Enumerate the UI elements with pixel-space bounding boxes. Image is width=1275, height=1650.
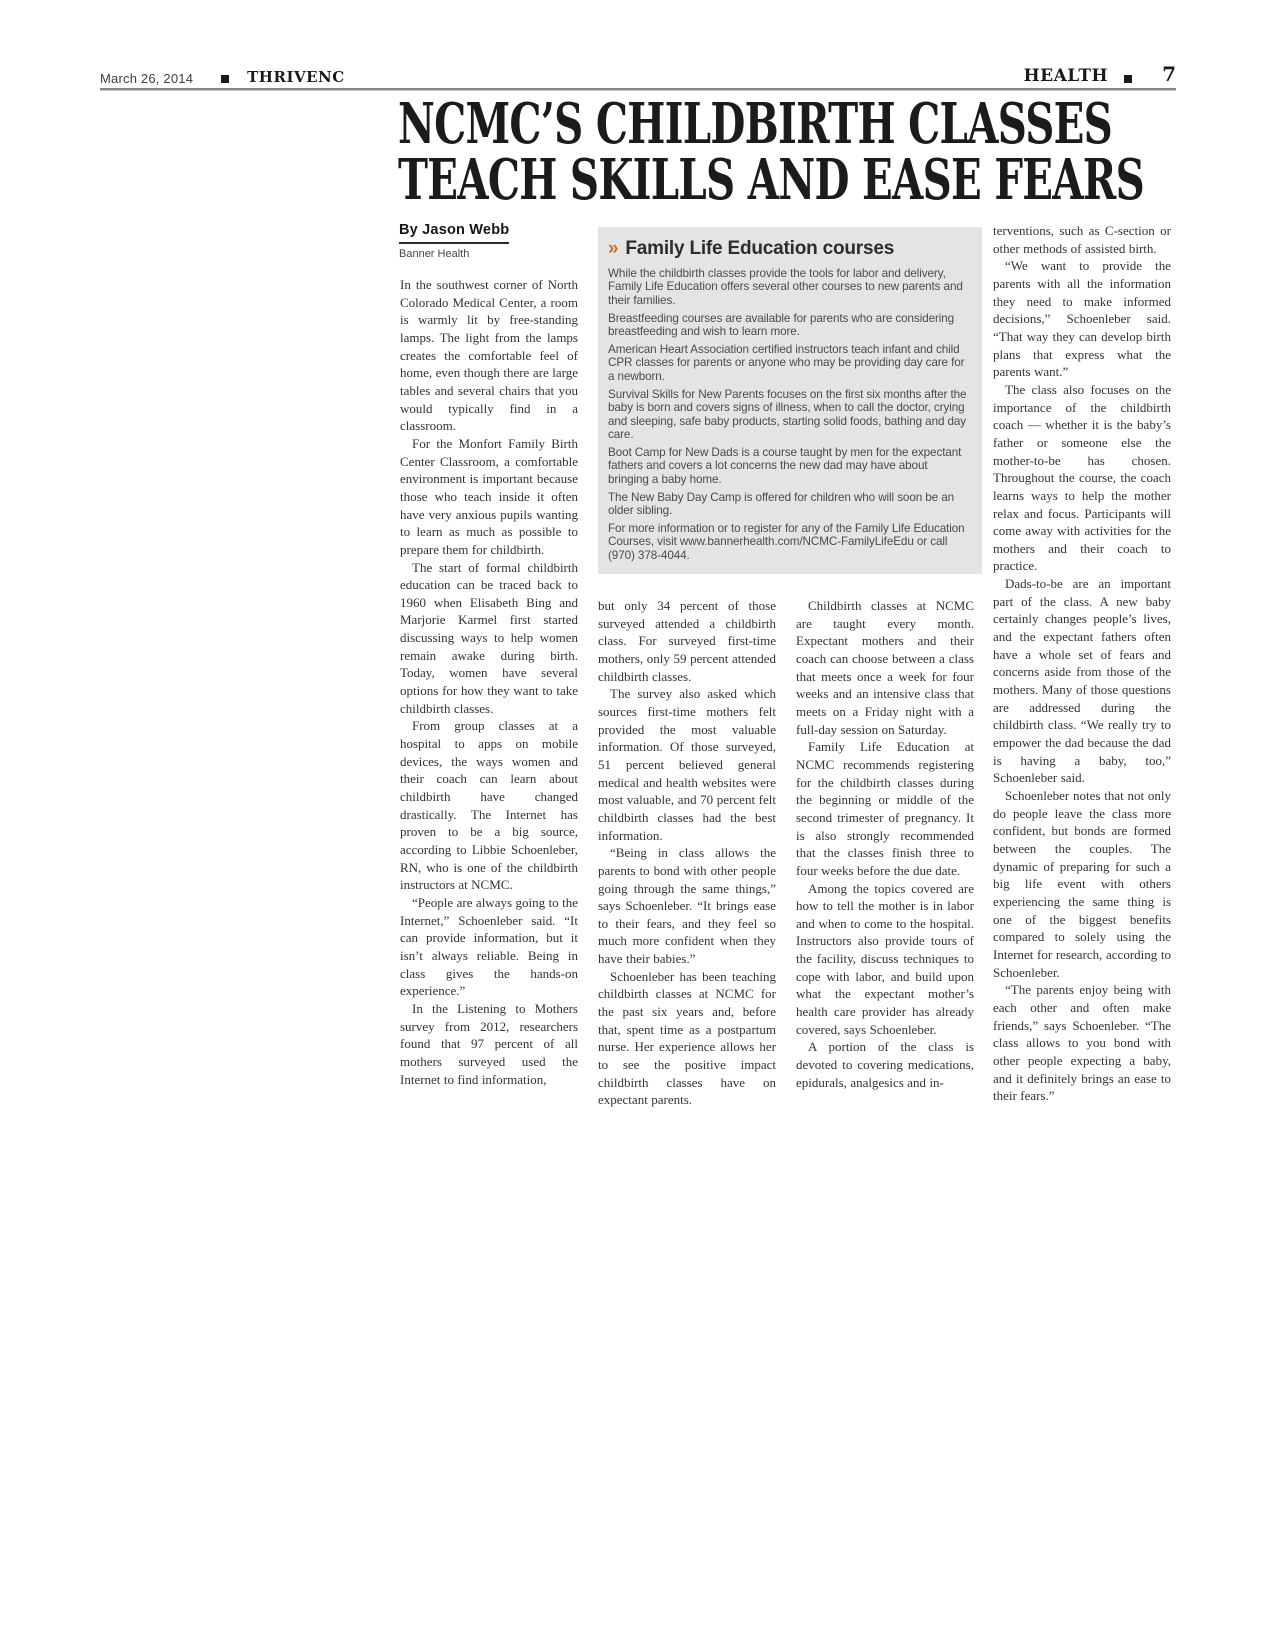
sidebox-paragraph: Boot Camp for New Dads is a course taught by men for the expectant fathers and covers a lot concerns the new dad may have about bringing a baby home.	[608, 445, 962, 486]
sidebox-title	[608, 238, 968, 260]
section-name: HEALTH	[1023, 66, 1109, 86]
sidebox-paragraph: For more information or to register for any of the Family Life Education Courses, visit www.bannerhealth.com/NCMC-FamilyLifeEdu or call (970) 378-4044.	[608, 521, 965, 562]
article-column-1	[400, 276, 578, 1088]
article-column-3	[796, 597, 974, 1091]
article-paragraph: Among the topics covered are how to tell the mother is in labor and when to come to the hospital. Instructors also provide tours of the facility, discuss techniques to cope with labor, and build upon what the expectant mother’s health care provider has already covered, says Schoenleber.	[796, 880, 974, 1037]
sidebox-item-list	[608, 267, 968, 562]
sidebox-paragraph: Breastfeeding courses are available for parents who are considering breastfeeding and wish to learn more.	[608, 311, 955, 339]
masthead-right	[1024, 62, 1176, 86]
article-paragraph: The class also focuses on the importance of the childbirth coach — whether it is the baby’s father or someone else the mother-to-be has chosen. Throughout the course, the coach learns ways to help the mother relax and focus. Participants will come away with activities for the mothers and their coach to practice.	[993, 381, 1171, 574]
article-headline	[398, 91, 1275, 213]
article-paragraph: In the southwest corner of North Colorado Medical Center, a room is warmly lit by free-standing lamps. The light from the lamps creates the comfortable feel of home, even though there are large tables and several chairs that you would typically find in a classroom.	[400, 277, 578, 434]
article-paragraph: “The parents enjoy being with each other and often make friends,” says Schoenleber. “The class allows to you bond with other people expecting a baby, and it definitely brings an ease to their fears.”	[993, 982, 1171, 1104]
byline-author: By Jason Webb	[399, 222, 509, 244]
separator-square-icon	[1124, 75, 1132, 83]
sidebox-paragraph: The New Baby Day Camp is offered for children who will soon be an older sibling.	[608, 490, 955, 517]
double-chevron-icon: »	[608, 238, 619, 259]
article-paragraph: “We want to provide the parents with all the information they need to make informed decisions,” Schoenleber said. “That way they can develop birth plans that express what the parents want.”	[993, 258, 1171, 380]
article-paragraph: terventions, such as C-section or other methods of assisted birth.	[993, 223, 1171, 256]
issue-date: March 26, 2014	[100, 71, 194, 86]
sidebox-paragraph: Survival Skills for New Parents focuses on the first six months after the baby is born and covers signs of illness, when to call the doctor, crying and sleeping, safe baby products, starting solid foods, bathing and day care.	[608, 387, 967, 441]
page-header	[100, 60, 1176, 86]
page-number: 7	[1162, 62, 1176, 86]
article-column-2	[598, 597, 776, 1109]
sidebox-paragraph: American Heart Association certified instructors teach infant and child CPR classes for parents or anyone who may be providing day care for a newborn.	[608, 343, 965, 383]
article-column-4	[993, 222, 1171, 1105]
separator-square-icon	[221, 75, 229, 83]
sidebox-title-text: Family Life Education courses	[625, 238, 895, 259]
article-paragraph: Dads-to-be are an important part of the class. A new baby certainly changes people’s lives, and the expectant fathers often have a whole set of fears and concerns aside from those of the mothers. Many of those questions are addressed during the childbirth class. “We really try to empower the dad because the dad is having a baby, too,” Schoenleber said.	[993, 576, 1171, 786]
article-paragraph: but only 34 percent of those surveyed attended a childbirth class. For surveyed first-time mothers, only 59 percent attended childbirth classes.	[598, 598, 776, 684]
article-paragraph: In the Listening to Mothers survey from 2012, researchers found that 97 percent of all mothers surveyed used the Internet to find information,	[400, 1000, 578, 1087]
article-paragraph: Family Life Education at NCMC recommends registering for the childbirth classes during the beginning or middle of the second trimester of pregnancy. It is also strongly recommended that the classes finish three to four weeks before the due date.	[796, 739, 974, 878]
article-paragraph: “People are always going to the Internet,” Schoenleber said. “It can provide information, but it isn’t always reliable. Being in class gives the hands-on experience.”	[400, 894, 578, 999]
byline-affiliation: Banner Health	[399, 248, 470, 260]
article-paragraph: Schoenleber has been teaching childbirth classes at NCMC for the past six years and, before that, spent time as a postpartum nurse. Her experience allows her to see the positive impact childbirth classes have on expectant parents.	[598, 968, 776, 1108]
sidebox-paragraph: While the childbirth classes provide the tools for labor and delivery, Family Life Education offers several other courses to new parents and their families.	[608, 267, 963, 307]
article-paragraph: Schoenleber notes that not only do people leave the class more confident, but bonds are formed between the couples. The dynamic of preparing for such a big life event with others experiencing the same thing is one of the biggest benefits compared to solely using the Internet for research, according to Schoenleber.	[993, 788, 1171, 980]
article-paragraph: From group classes at a hospital to apps on mobile devices, the ways women and their coach can learn about childbirth have changed drastically. The Internet has proven to be a big source, according to Libbie Schoenleber, RN, who is one of the childbirth instructors at NCMC.	[400, 718, 578, 893]
article-paragraph: For the Monfort Family Birth Center Classroom, a comfortable environment is important because those who teach inside it often have very anxious pupils wanting to learn as much as possible to prepare them for childbirth.	[400, 435, 578, 557]
article-paragraph: A portion of the class is devoted to covering medications, epidurals, analgesics and in-	[796, 1039, 974, 1090]
article-paragraph: The start of formal childbirth education can be traced back to 1960 when Elisabeth Bing and Marjorie Karmel first started discussing ways to help women remain awake during birth. Today, women have several options for how they want to take childbirth classes.	[400, 559, 578, 716]
publication-name: THRIVENC	[247, 68, 345, 86]
article-paragraph: “Being in class allows the parents to bond with other people going through the same things,” says Schoenleber. “It brings ease to their fears, and they feel so much more confident when they have their babies.”	[598, 845, 776, 967]
byline	[399, 221, 509, 260]
family-life-education-sidebox	[598, 227, 982, 574]
article-paragraph: The survey also asked which sources first-time mothers felt provided the most valuable information. Of those surveyed, 51 percent believed general medical and health websites were most valuable, and 70 percent felt childbirth classes had the best information.	[598, 686, 776, 843]
article-paragraph: Childbirth classes at NCMC are taught every month. Expectant mothers and their coach can choose between a class that meets once a week for four weeks and an intensive class that meets on a Friday night with a full-day session on Saturday.	[796, 598, 974, 737]
headline-line-2: TEACH SKILLS AND EASE FEARS	[398, 147, 1144, 213]
headline-line-1: NCMC’S CHILDBIRTH CLASSES	[398, 91, 1113, 157]
masthead-left	[100, 68, 345, 86]
